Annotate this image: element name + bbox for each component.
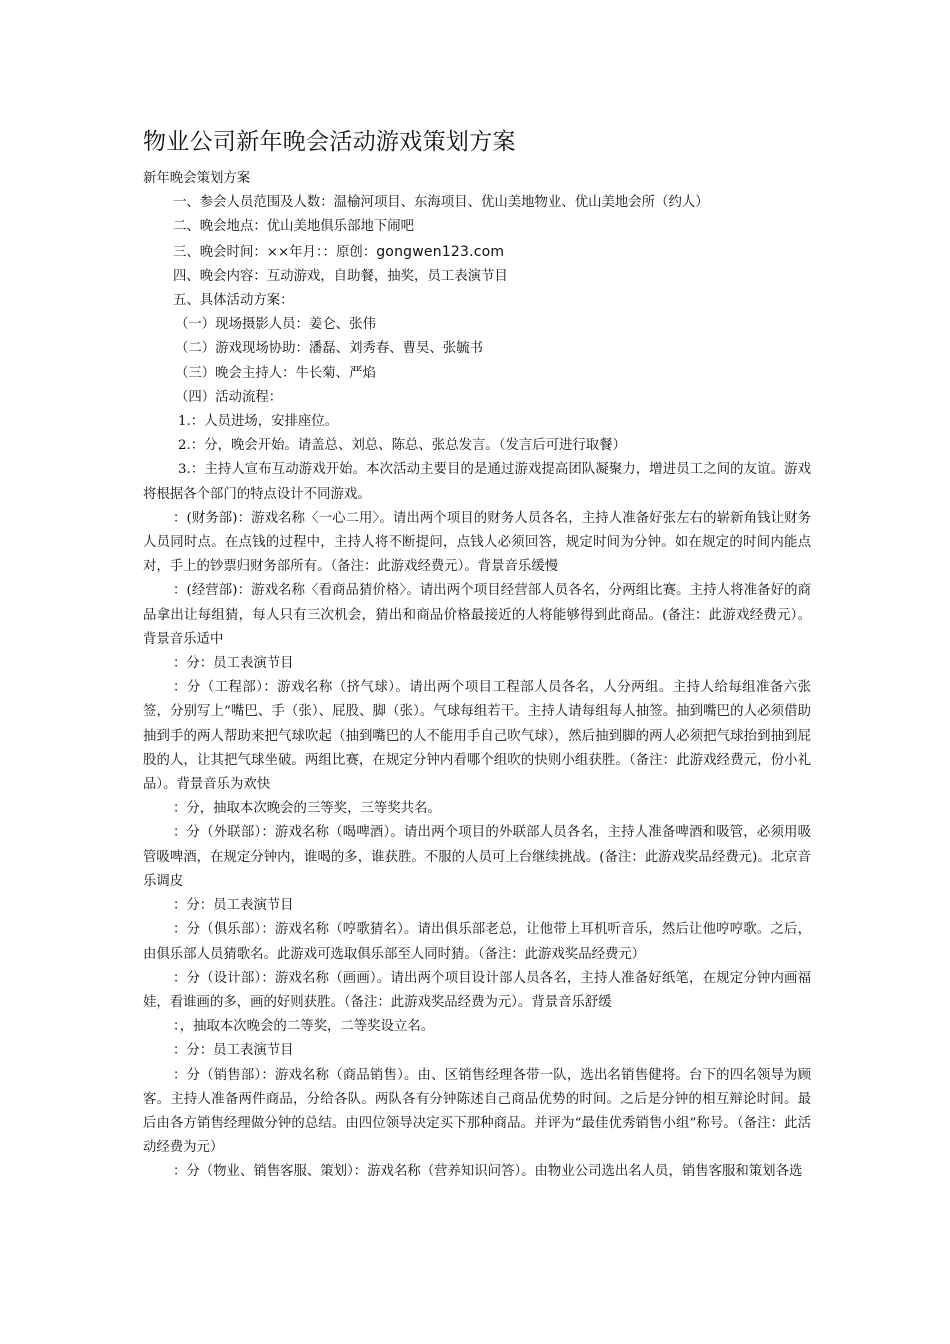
paragraph: ：分（设计部）：游戏名称（画画）。请出两个项目设计部人员各名，主持人准备好纸笔，在规定分钟内画福娃，看谁画的多，画的好则获胜。（备注：此游戏奖品经费为元）。背景音乐舒缓 bbox=[143, 970, 811, 1010]
paragraph: （二）游戏现场协助：潘磊、刘秀春、曹昊、张毓书 bbox=[175, 341, 483, 357]
paragraph: 二、晚会地点：优山美地俱乐部地下闹吧 bbox=[173, 219, 415, 235]
paragraph-time-label: 三、晚会时间：××年月：：原创： bbox=[173, 244, 377, 260]
paragraph: ：分（工程部）：游戏名称（挤气球）。请出两个项目工程部人员各名，人分两组。主持人给每组准备六张签，分别写上“嘴巴、手（张）、屁股、脚（张）。气球每组若干。主持人请每组每人抽签。抽到嘴巴的人必须借助抽到手的两人帮助来把气球吹起（抽到嘴巴的人不能用手自己吹气球），然后抽到脚的两人必须把气球抬到抽到屁股的人，让其把气球坐破。两组比赛，在规定分钟内看哪个组吹的快则小组获胜。（备注：此游戏经费元，份小礼品）。背景音乐为欢快 bbox=[143, 680, 811, 793]
paragraph: （三）晚会主持人：牛长菊、严焰 bbox=[175, 365, 376, 381]
paragraph: ：分：员工表演节目 bbox=[173, 656, 294, 672]
paragraph-time bbox=[143, 240, 811, 265]
paragraph: ：分：员工表演节目 bbox=[173, 898, 294, 914]
paragraph: 四、晚会内容：互动游戏，自助餐，抽奖，员工表演节目 bbox=[173, 268, 508, 284]
paragraph: ：分（销售部）：游戏名称（商品销售）。由、区销售经理各带一队，选出名销售健将。台下的四名领导为顾客。主持人准备两件商品，分给各队。两队各有分钟陈述自己商品优势的时间。之后是分钟的相互辩论时间。最后由各方销售经理做分钟的总结。由四位领导决定买下那种商品。并评为“最佳优秀销售小组”称号。（备注：此活动经费为元） bbox=[143, 1067, 811, 1156]
paragraph: 2.：分，晚会开始。请盖总、刘总、陈总、张总发言。（发言后可进行取餐） bbox=[178, 438, 626, 454]
document-body bbox=[143, 167, 811, 1185]
document-title: 物业公司新年晚会活动游戏策划方案 bbox=[143, 129, 516, 155]
paragraph: 五、具体活动方案： bbox=[173, 293, 294, 309]
paragraph: 3.：主持人宣布互动游戏开始。本次活动主要目的是通过游戏提高团队凝聚力，增进员工之间的友谊。游戏将根据各个部门的特点设计不同游戏。 bbox=[143, 462, 811, 502]
paragraph: 1.：人员进场，安排座位。 bbox=[178, 414, 339, 430]
paragraph: ：(经营部)：游戏名称〈看商品猜价格〉。请出两个项目经营部人员各名，分两组比赛。主持人将准备好的商品拿出让每组猜，每人只有三次机会，猜出和商品价格最接近的人将能够得到此商品。(备注：此游戏经费元）。背景音乐适中 bbox=[143, 583, 811, 647]
paragraph: ：分（物业、销售客服、策划）：游戏名称（营养知识问答）。由物业公司选出名人员，销售客服和策划各选 bbox=[173, 1164, 803, 1180]
paragraph: （四）活动流程： bbox=[175, 389, 283, 405]
paragraph: ：(财务部)：游戏名称〈一心二用〉。请出两个项目的财务人员各名，主持人准备好张左右的崭新角钱让财务人员同时点。在点钱的过程中，主持人将不断提问，点钱人必须回答，规定时间为分钟。如在规定的时间内能点对，手上的钞票归财务部所有。（备注：此游戏经费元）。背景音乐缓慢 bbox=[143, 510, 811, 575]
paragraph: 一、参会人员范围及人数：温榆河项目、东海项目、优山美地物业、优山美地会所（约人） bbox=[173, 195, 709, 211]
paragraph: ：分（俱乐部）：游戏名称（哼歌猜名）。请出俱乐部老总，让他带上耳机听音乐，然后让他哼哼歌。之后，由俱乐部人员猜歌名。此游戏可选取俱乐部至人同时猜。（备注：此游戏奖品经费元） bbox=[143, 922, 811, 962]
source-url: gongwen123.com bbox=[376, 243, 505, 260]
paragraph: ：，抽取本次晚会的二等奖，二等奖设立名。 bbox=[173, 1019, 435, 1035]
subtitle: 新年晚会策划方案 bbox=[143, 171, 251, 186]
paragraph: ：分（外联部）：游戏名称（喝啤酒）。请出两个项目的外联部人员各名，主持人准备啤酒和吸管，必须用吸管吸啤酒，在规定分钟内，谁喝的多，谁获胜。不服的人员可上台继续挑战。(备注：此游戏奖品经费元)。北京音乐调皮 bbox=[143, 825, 811, 889]
paragraph: ：分：员工表演节目 bbox=[173, 1043, 294, 1059]
paragraph: ：分，抽取本次晚会的三等奖，三等奖共名。 bbox=[173, 801, 441, 817]
paragraph: （一）现场摄影人员：姜仑、张伟 bbox=[175, 317, 376, 333]
